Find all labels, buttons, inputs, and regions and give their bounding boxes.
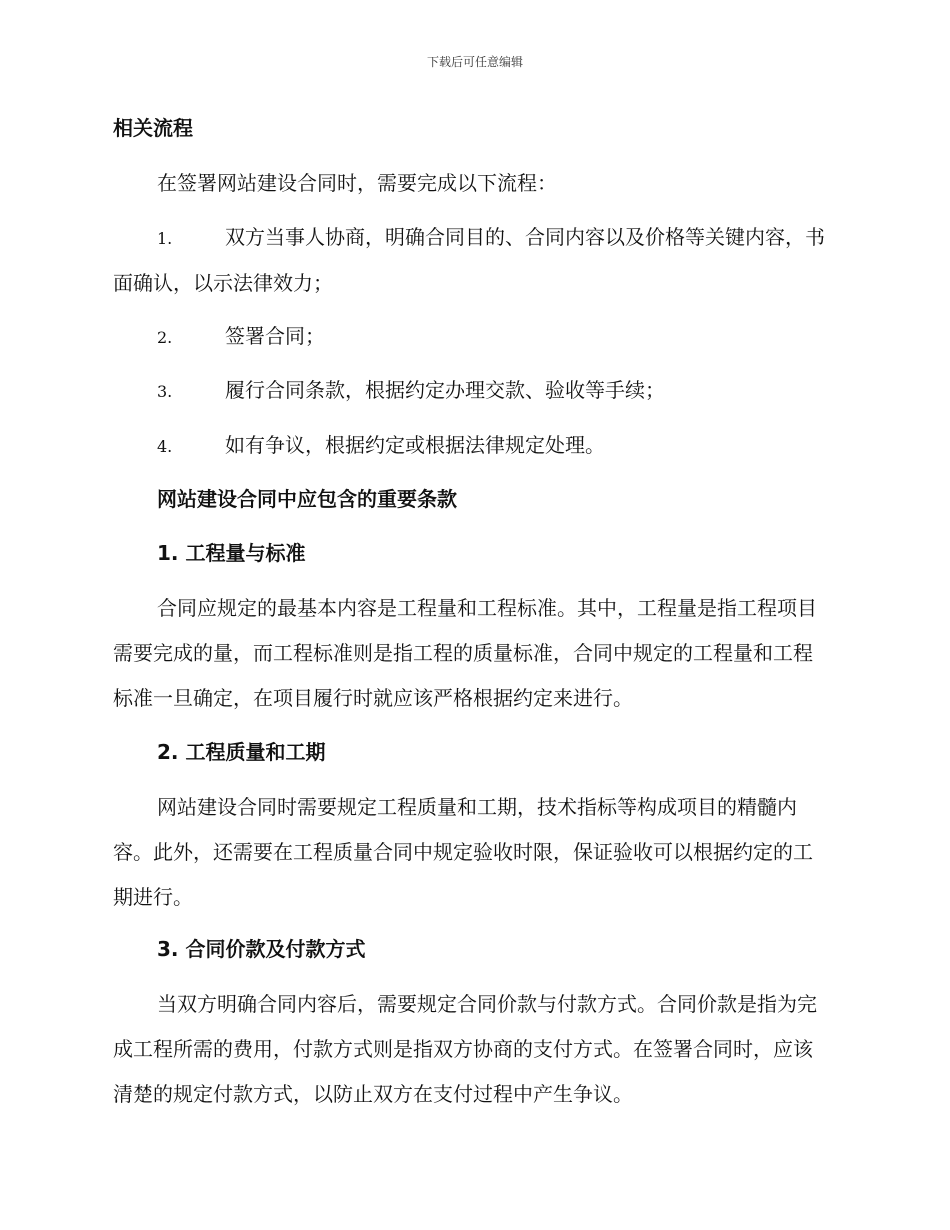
section-heading-clauses: 网站建设合同中应包含的重要条款	[157, 487, 457, 511]
clause-title-2: 2. 工程质量和工期	[157, 740, 326, 764]
list-text: 履行合同条款，根据约定办理交款、验收等手续；	[225, 378, 665, 402]
process-item-1	[113, 215, 831, 306]
clause-title-3: 3. 合同价款及付款方式	[157, 937, 366, 961]
clause-body-2: 网站建设合同时需要规定工程质量和工期，技术指标等构成项目的精髓内容。此外，还需要在工程质量合同中规定验收时限，保证验收可以根据约定的工期进行。	[113, 795, 813, 909]
clause-title-1: 1. 工程量与标准	[157, 541, 306, 565]
process-item-4	[113, 423, 831, 469]
clause-body-3: 当双方明确合同内容后，需要规定合同价款与付款方式。合同价款是指为完成工程所需的费用，付款方式则是指双方协商的支付方式。在签署合同时，应该清楚的规定付款方式，以防止双方在支付过程中产生争议。	[113, 992, 817, 1106]
clause-body-1: 合同应规定的最基本内容是工程量和工程标准。其中，工程量是指工程项目需要完成的量，而工程标准则是指工程的质量标准，合同中规定的工程量和工程标准一旦确定，在项目履行时就应该严格根据约定来进行。	[113, 596, 817, 710]
list-text: 双方当事人协商，明确合同目的、合同内容以及价格等关键内容，书面确认，以示法律效力；	[113, 225, 825, 295]
process-intro: 在签署网站建设合同时，需要完成以下流程：	[157, 171, 557, 195]
list-text: 签署合同；	[225, 324, 325, 348]
list-number: 1.	[157, 229, 173, 248]
process-item-3	[113, 368, 831, 414]
list-text: 如有争议，根据约定或根据法律规定处理。	[225, 433, 605, 457]
page-header: 下载后可任意编辑	[426, 55, 523, 69]
list-number: 3.	[157, 382, 173, 401]
list-number: 4.	[157, 437, 173, 456]
section-heading-process: 相关流程	[113, 116, 193, 140]
list-number: 2.	[157, 328, 173, 347]
process-item-2	[113, 314, 831, 360]
